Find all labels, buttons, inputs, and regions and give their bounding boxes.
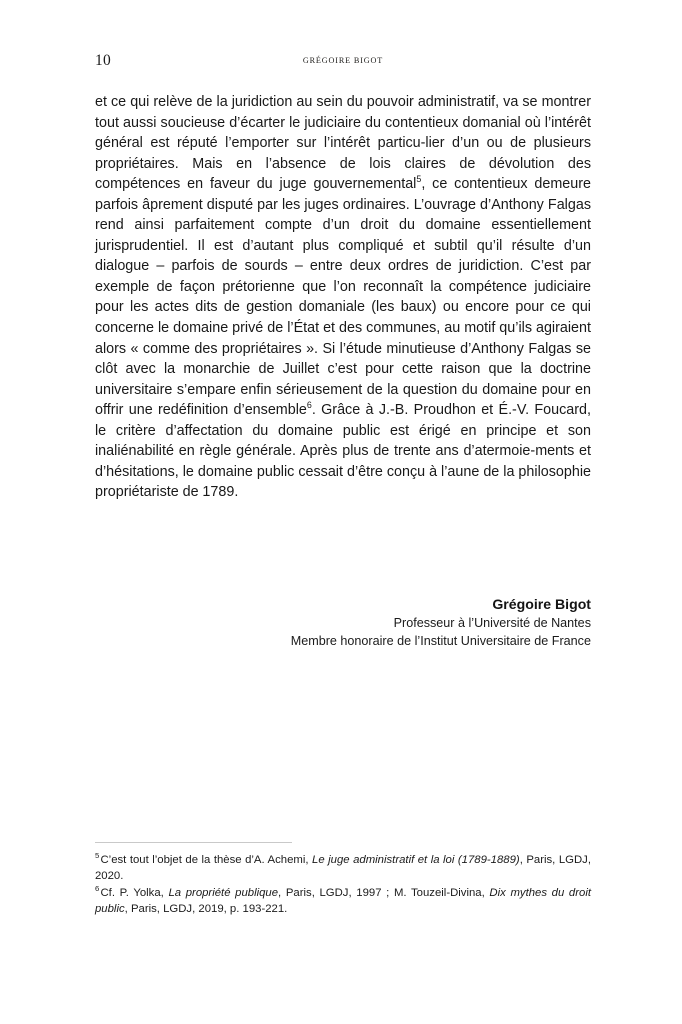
footnote-item: $^6$Cf. P. Yolka, La propriété publique, Paris, LGDJ, 1997 ; M. Touzeil-Divina, Dix mythes du droit public, Paris, LGDJ, 2019, p. 193-221.	[95, 883, 591, 915]
footnote-separator-rule	[95, 842, 292, 843]
page-number: 10	[95, 52, 111, 69]
author-name: Grégoire Bigot	[492, 596, 591, 612]
body-text-block	[95, 92, 591, 503]
page-header	[95, 51, 591, 73]
footnotes-section	[95, 842, 591, 917]
author-honor: Membre honoraire de l’Institut Universitaire de France	[290, 634, 591, 649]
author-affiliation: Professeur à l’Université de Nantes	[393, 616, 591, 630]
signature-block	[95, 594, 591, 651]
footnote-list	[95, 852, 591, 917]
running-head: GRÉGOIRE BIGOT	[302, 56, 384, 65]
body-paragraph: et ce qui relève de la juridiction au sein du pouvoir administratif, va se montrer tout aussi soucieuse d’écarter le judiciaire du contentieux domanial où l’intérêt général est réputé l’emporter sur l’intérêt particu-lier d’un ou de plusieurs propriétaires. Mais en l’absence de lois claires de dévolution des compétences en faveur du juge gouvernemental$^5$, ce contentieux demeure parfois âprement disputé par les juges ordinaires. L’ouvrage d’Anthony Falgas rend ainsi parfaitement compte d’un droit du domaine essentiellement jurisprudentiel. Il est d’autant plus compliqué et subtil qu’il résulte d’un dialogue – parfois de sourds – entre deux ordres de juridiction. C’est par exemple de façon prétorienne que l’on reconnaît la compétence judiciaire pour les actes dits de gestion domaniale (les baux) ou encore pour ce qui concerne le domaine privé de l’État et des communes, au motif qu’ils agiraient alors « comme des propriétaires ». Si l’étude minutieuse d’Anthony Falgas se clôt avec la monarchie de Juillet c’est pour cette raison que la doctrine universitaire s’empare enfin sérieusement de la question du domaine pour en offrir une redéfinition d’ensemble$^6$. Grâce à J.-B. Proudhon et É.-V. Foucard, le critère d’affectation du domaine public est érigé en principe et son inaliénabilité en règle générale. Après plus de trente ans d’atermoie-ments et d’hésitations, le domaine public cessait d’être conçu à l’aune de la philosophie propriétariste de 1789.	[95, 94, 591, 501]
footnote-item: $^5$C’est tout l’objet de la thèse d’A. Achemi, Le juge administratif et la loi (1789-1889), Paris, LGDJ, 2020.	[95, 851, 591, 883]
